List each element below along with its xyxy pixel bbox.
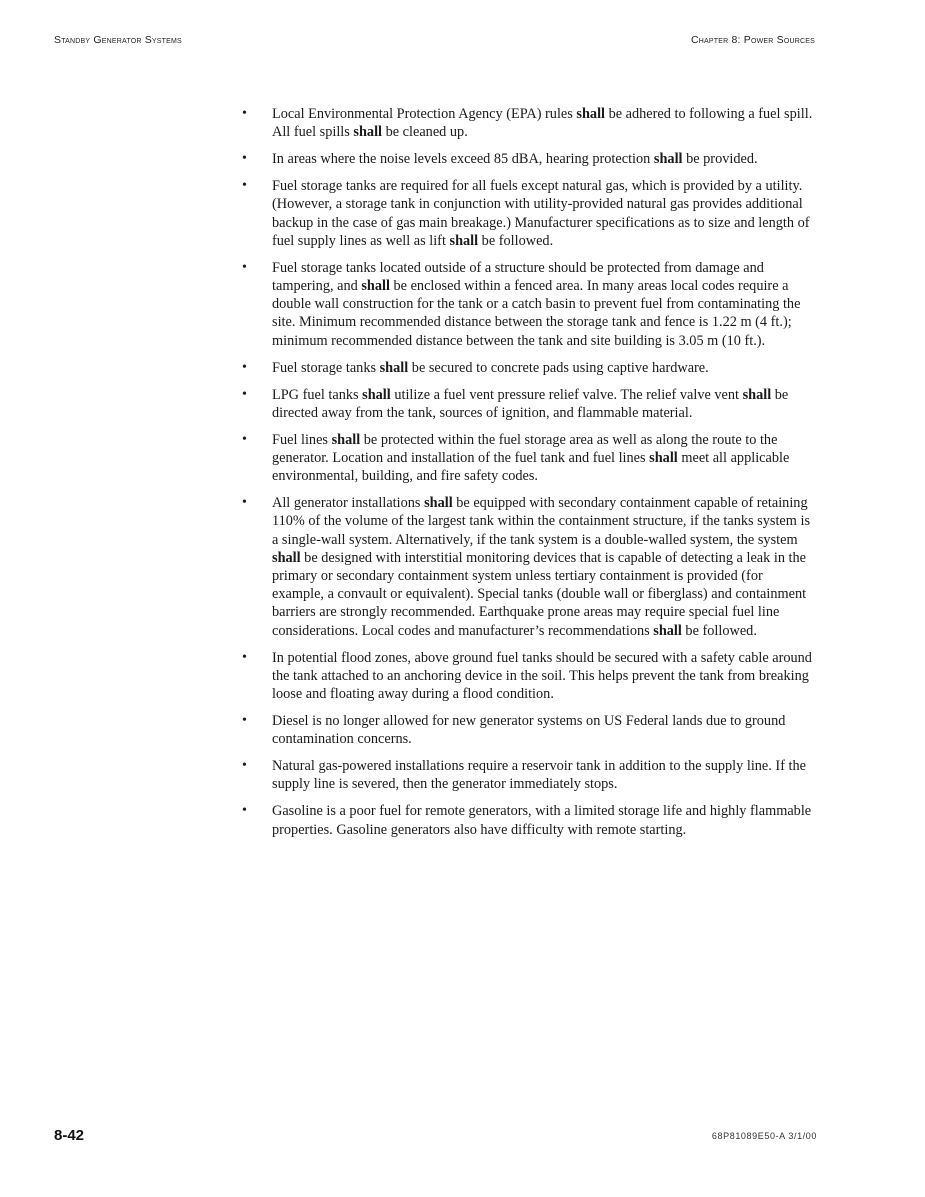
bullet-text: Fuel storage tanks located outside of a structure should be protected from damage and tampering, and bbox=[272, 259, 764, 295]
page-number: 8-42 bbox=[54, 1127, 85, 1144]
bullet-marker: • bbox=[242, 495, 247, 511]
document-id: 68P81089E50-A 3/1/00 bbox=[711, 1131, 817, 1141]
bullet-list bbox=[242, 105, 814, 839]
bullet-text: All generator installations bbox=[272, 495, 425, 512]
bullet-emphasis: shall bbox=[362, 386, 391, 403]
running-header-left: Standby Generator Systems bbox=[54, 34, 182, 46]
bullet-text: meet all applicable environmental, building, and fire safety codes. bbox=[272, 450, 790, 485]
bullet-item bbox=[242, 431, 814, 486]
bullet-item bbox=[242, 712, 814, 748]
bullet-marker: • bbox=[242, 713, 247, 729]
bullet-text: be followed. bbox=[681, 622, 757, 639]
bullet-text: be enclosed within a fenced area. In many areas local codes require a double wall construction for the tank or a catch basin to prevent fuel from contaminating the site. Minimum recommended distance between the storage tank and fence is 1.22 m (4 ft.); minimum recommended distance between the tank and site building is 3.05 m (10 ft.). bbox=[272, 278, 801, 349]
bullet-text: In potential flood zones, above ground fuel tanks should be secured with a safety cable around the tank attached to an anchoring device in the soil. This helps prevent the tank from breaking loose and floating away during a flood condition. bbox=[272, 649, 812, 703]
bullet-marker: • bbox=[242, 259, 247, 275]
bullet-text: Local Environmental Protection Agency (EPA) rules bbox=[272, 106, 577, 122]
bullet-text: be adhered to following a fuel spill. All fuel spills bbox=[272, 106, 813, 141]
bullet-marker: • bbox=[242, 431, 247, 447]
bullet-marker: • bbox=[242, 649, 247, 665]
bullet-item bbox=[242, 802, 814, 838]
bullet-marker: • bbox=[242, 359, 247, 375]
bullet-text: be cleaned up. bbox=[382, 124, 468, 141]
bullet-emphasis: shall bbox=[272, 549, 301, 566]
bullet-emphasis: shall bbox=[653, 622, 682, 639]
bullet-marker: • bbox=[242, 386, 247, 402]
bullet-text: In areas where the noise levels exceed 85 dBA, hearing protection bbox=[272, 151, 654, 168]
bullet-item bbox=[242, 259, 814, 350]
bullet-emphasis: shall bbox=[361, 278, 390, 295]
bullet-marker: • bbox=[242, 803, 247, 819]
running-header-right: Chapter 8: Power Sources bbox=[690, 34, 815, 46]
bullet-text: Fuel storage tanks are required for all fuels except natural gas, which is provided by a utility. (However, a storage tank in conjunction with utility-provided natural gas provides additional backup in the case of gas main breakage.) Manufacturer specifications as to size and length of fuel supply lines as well as lift bbox=[272, 178, 810, 249]
bullet-text: be equipped with secondary containment capable of retaining 110% of the volume of the largest tank within the containment structure, if the tanks system is a single-wall system. Alternatively, if the tank system is a double-walled system, the system bbox=[272, 495, 811, 548]
bullet-item bbox=[242, 177, 814, 250]
bullet-text: be followed. bbox=[478, 232, 554, 249]
bullet-item bbox=[242, 757, 814, 793]
bullet-text: be designed with interstitial monitoring devices that is capable of detecting a leak in the primary or secondary containment system unless tertiary containment is provided (for example, a convault or equivalent). Special tanks (double wall or fiberglass) and containment barriers are strongly recommended. Earthquake prone areas may require special fuel line considerations. Local codes and manufacturer’s recommendations bbox=[272, 549, 807, 639]
body-content bbox=[242, 105, 814, 848]
bullet-item bbox=[242, 359, 814, 377]
bullet-text: utilize a fuel vent pressure relief valve. The relief valve vent bbox=[390, 386, 743, 403]
bullet-text: be provided. bbox=[682, 151, 758, 168]
bullet-text: be protected within the fuel storage area as well as along the route to the generator. Location and installation of the fuel tank and fuel lines bbox=[272, 431, 778, 467]
bullet-text: Diesel is no longer allowed for new generator systems on US Federal lands due to ground contamination concerns. bbox=[272, 713, 786, 748]
bullet-emphasis: shall bbox=[576, 106, 606, 122]
bullet-emphasis: shall bbox=[353, 124, 383, 141]
bullet-emphasis: shall bbox=[653, 151, 683, 168]
bullet-emphasis: shall bbox=[649, 450, 678, 467]
bullet-text: Gasoline is a poor fuel for remote generators, with a limited storage life and highly flammable properties. Gasoline generators also have difficulty with remote starting. bbox=[272, 803, 812, 838]
bullet-marker: • bbox=[242, 151, 247, 167]
bullet-item bbox=[242, 150, 814, 168]
bullet-text: Natural gas-powered installations require a reservoir tank in addition to the supply line. If the supply line is severed, then the generator immediately stops. bbox=[272, 758, 806, 793]
bullet-emphasis: shall bbox=[449, 232, 479, 249]
bullet-item bbox=[242, 105, 814, 141]
bullet-text: Fuel storage tanks bbox=[272, 359, 380, 376]
bullet-text: Fuel lines bbox=[272, 431, 332, 448]
bullet-item bbox=[242, 649, 814, 704]
bullet-text: LPG fuel tanks bbox=[272, 386, 363, 403]
bullet-text: be directed away from the tank, sources of ignition, and flammable material. bbox=[272, 386, 789, 421]
bullet-emphasis: shall bbox=[424, 495, 453, 512]
bullet-marker: • bbox=[242, 758, 247, 774]
bullet-text: be secured to concrete pads using captive hardware. bbox=[408, 359, 709, 376]
bullet-item bbox=[242, 494, 814, 640]
bullet-marker: • bbox=[242, 178, 247, 194]
bullet-emphasis: shall bbox=[379, 359, 409, 376]
bullet-item bbox=[242, 386, 814, 422]
bullet-emphasis: shall bbox=[331, 431, 361, 448]
bullet-marker: • bbox=[242, 106, 247, 121]
bullet-emphasis: shall bbox=[742, 386, 772, 403]
